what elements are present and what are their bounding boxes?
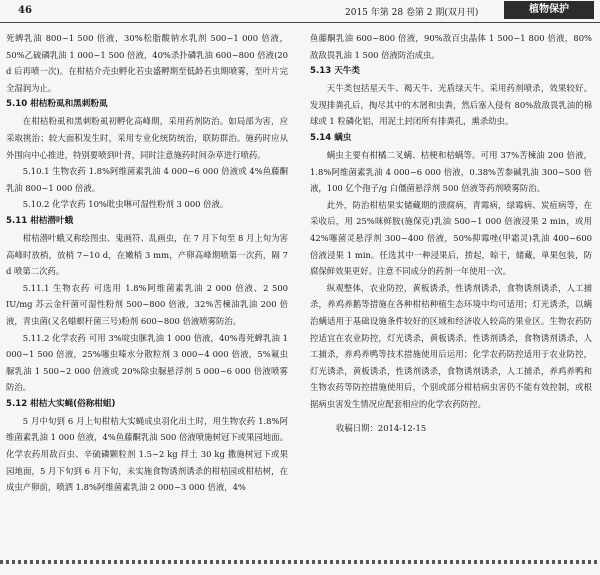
section-heading: 5.14 螨虫 bbox=[310, 132, 352, 143]
section-heading: 5.11 柑桔潜叶蛾 bbox=[6, 215, 74, 226]
paragraph: 螨虫主要有柑橘二叉螨、桔梗和桔螨等。可用 37%苦楝油 200 倍液，1.8%阿维菌素乳油 4 000~6 000 倍液，0.38%苦参碱乳油 300~500 倍液，100 亿个孢子/g 白僵菌悬浮剂 500 倍液等药剂喷雾防治。 bbox=[310, 149, 592, 194]
section-heading: 5.13 天牛类 bbox=[310, 66, 360, 77]
paragraph: 天牛类包括星天牛、褐天牛、光盾绿天牛。采用药剂喷杀，效果较好。发现排粪孔后，掏尽其中的木屑和虫粪，然后塞入侵有 80%敌敌畏乳油的棉球或 1 粒磷化铝，用泥土封闭所有排粪孔，熏杀幼虫。 bbox=[310, 83, 592, 127]
section-badge: 植物保护 bbox=[504, 1, 594, 19]
paragraph: 纵观整体，农业防控，黄板诱杀，性诱剂诱杀，食物诱剂诱杀，人工捕杀，养鸡养鹅等措施在各种柑桔种植生态环境中均可适用；灯光诱杀，以螨治螨适用于基础设施条件较好的区域和经济收入较高的果业区。生物农药防控适宜在农业防控，灯光诱杀，黄板诱杀，性诱剂诱杀，食物诱剂诱杀，人工捕杀，养鸡养鸭等技术措施使用后运用；化学农药防控适用于农业防控，灯光诱杀，黄板诱杀，性诱剂诱杀，食物诱剂诱杀，人工捕杀，养鸡养鸭和生物农药等防控措施使用后，个别或部分柑桔病虫害仍不能有效控制，或根据病虫害发生情况应配套相应的化学农药防控。 bbox=[310, 282, 592, 409]
paragraph: 5 月中旬到 6 月上旬柑桔大实蝇成虫羽化出土时，用生物农药 1.8%阿维菌素乳油 1 000 倍液，4%鱼藤酮乳油 500 倍液喷施树冠下或果园地面。化学农药用敌百虫、辛硫磷颗粒剂 1.5~2 kg 拌土 30 kg 撒施树冠下或果园地面，5 月下旬到 6 月下旬，未实施食物诱剂诱杀的柑桔园或柑桔树，在成虫产卵前，喷洒 1.8%阿维菌素乳油 2 000~3 000 倍液，4% bbox=[6, 415, 288, 493]
paragraph: 5.10.2 化学农药 10%吡虫啉可湿性粉剂 3 000 倍液。 bbox=[22, 199, 229, 210]
paragraph: 在柑桔粉虱和黑刺粉虱初孵化高峰期，采用药剂防治。如局部为害，应采取挑治；较大面积发生时，采用专业化统防统治，联防群治。施药时应从外围向中心推进，特别要喷到叶背，同时注意施药时间杂草进行喷药。 bbox=[6, 116, 288, 160]
paragraph: 柑桔潜叶蛾又称绘图虫、鬼画符、乱画虫，在 7 月下旬至 8 月上旬为害高峰时放梢，放梢 7~10 d，在嫩梢 3 mm，产卵高峰期喷第一次药，隔 7 d 喷第二次药。 bbox=[6, 232, 288, 277]
paragraph: 5.10.1 生物农药 1.8%阿维菌素乳油 4 000~6 000 倍液或 4%鱼藤酮乳油 800~1 000 倍液。 bbox=[6, 166, 288, 193]
section-heading: 5.10 柑桔粉虱和黑刺粉虱 bbox=[6, 99, 108, 110]
section-heading: 5.12 柑桔大实蝇(俗称柑蛆) bbox=[6, 398, 116, 409]
paragraph: 5.11.2 化学农药 可用 3%啶虫脒乳油 1 000 倍液，40%毒死蜱乳油 1 000~1 500 倍液，25%噻虫嗪水分散粒剂 3 000~4 000 倍液，5%氟虫脲乳油 1 500~2 000 倍液或 20%除虫脲悬浮剂 5 000~6 000 倍液喷雾防治。 bbox=[6, 332, 288, 393]
paragraph: 死蜱乳油 800~1 500 倍液，30%松脂酸钠水乳剂 500~1 000 倍液，50%乙硫磷乳油 1 000~1 500 倍液，40%杀扑磷乳油 600~800 倍液(20 d 后再喷一次)。在柑桔介壳虫孵化若虫盛孵期至低龄若虫期喷雾，至叶片完全湿润为止。 bbox=[6, 33, 288, 93]
page-header bbox=[0, 0, 600, 23]
left-column bbox=[6, 30, 288, 540]
paragraph: 此外，防治柑桔果实储藏期的溃腐病，青霉病，绿霉病、炭疽病等，在采收后，用 25%咪鲜胺(施保克)乳油 500~1 000 倍液浸果 2 min，或用 42%噻菌灵悬浮剂 300~400 倍液，50%抑霉唑(甲霜灵)乳油 400~600 倍液浸果 1 min。任选其中一种浸果后，捞起，晾干，储藏，单果包装，防腐保鲜效果更好。注意不同成分的药剂一年使用一次。 bbox=[310, 199, 592, 277]
paragraph: 鱼藤酮乳油 600~800 倍液，90%敌百虫晶体 1 500~1 800 倍液，80%敌敌畏乳油 1 500 倍液防治成虫。 bbox=[310, 33, 592, 60]
received-date: 收稿日期：2014-12-15 bbox=[336, 423, 427, 434]
footer-divider bbox=[0, 560, 600, 564]
page-number: 46 bbox=[18, 5, 32, 16]
paragraph: 5.11.1 生物农药 可选用 1.8%阿维菌素乳油 2 000 倍液、2 500 IU/mg 苏云金杆菌可湿性粉剂 500~800 倍液，32%苦楝油乳油 200 倍液，青虫菌(又名蜡螟杆菌三号)粉剂 600~800 倍液喷雾防治。 bbox=[6, 282, 288, 326]
journal-issue-info: 2015 年第 28 卷第 2 期(双月刊) bbox=[345, 8, 479, 18]
right-column bbox=[310, 30, 592, 540]
